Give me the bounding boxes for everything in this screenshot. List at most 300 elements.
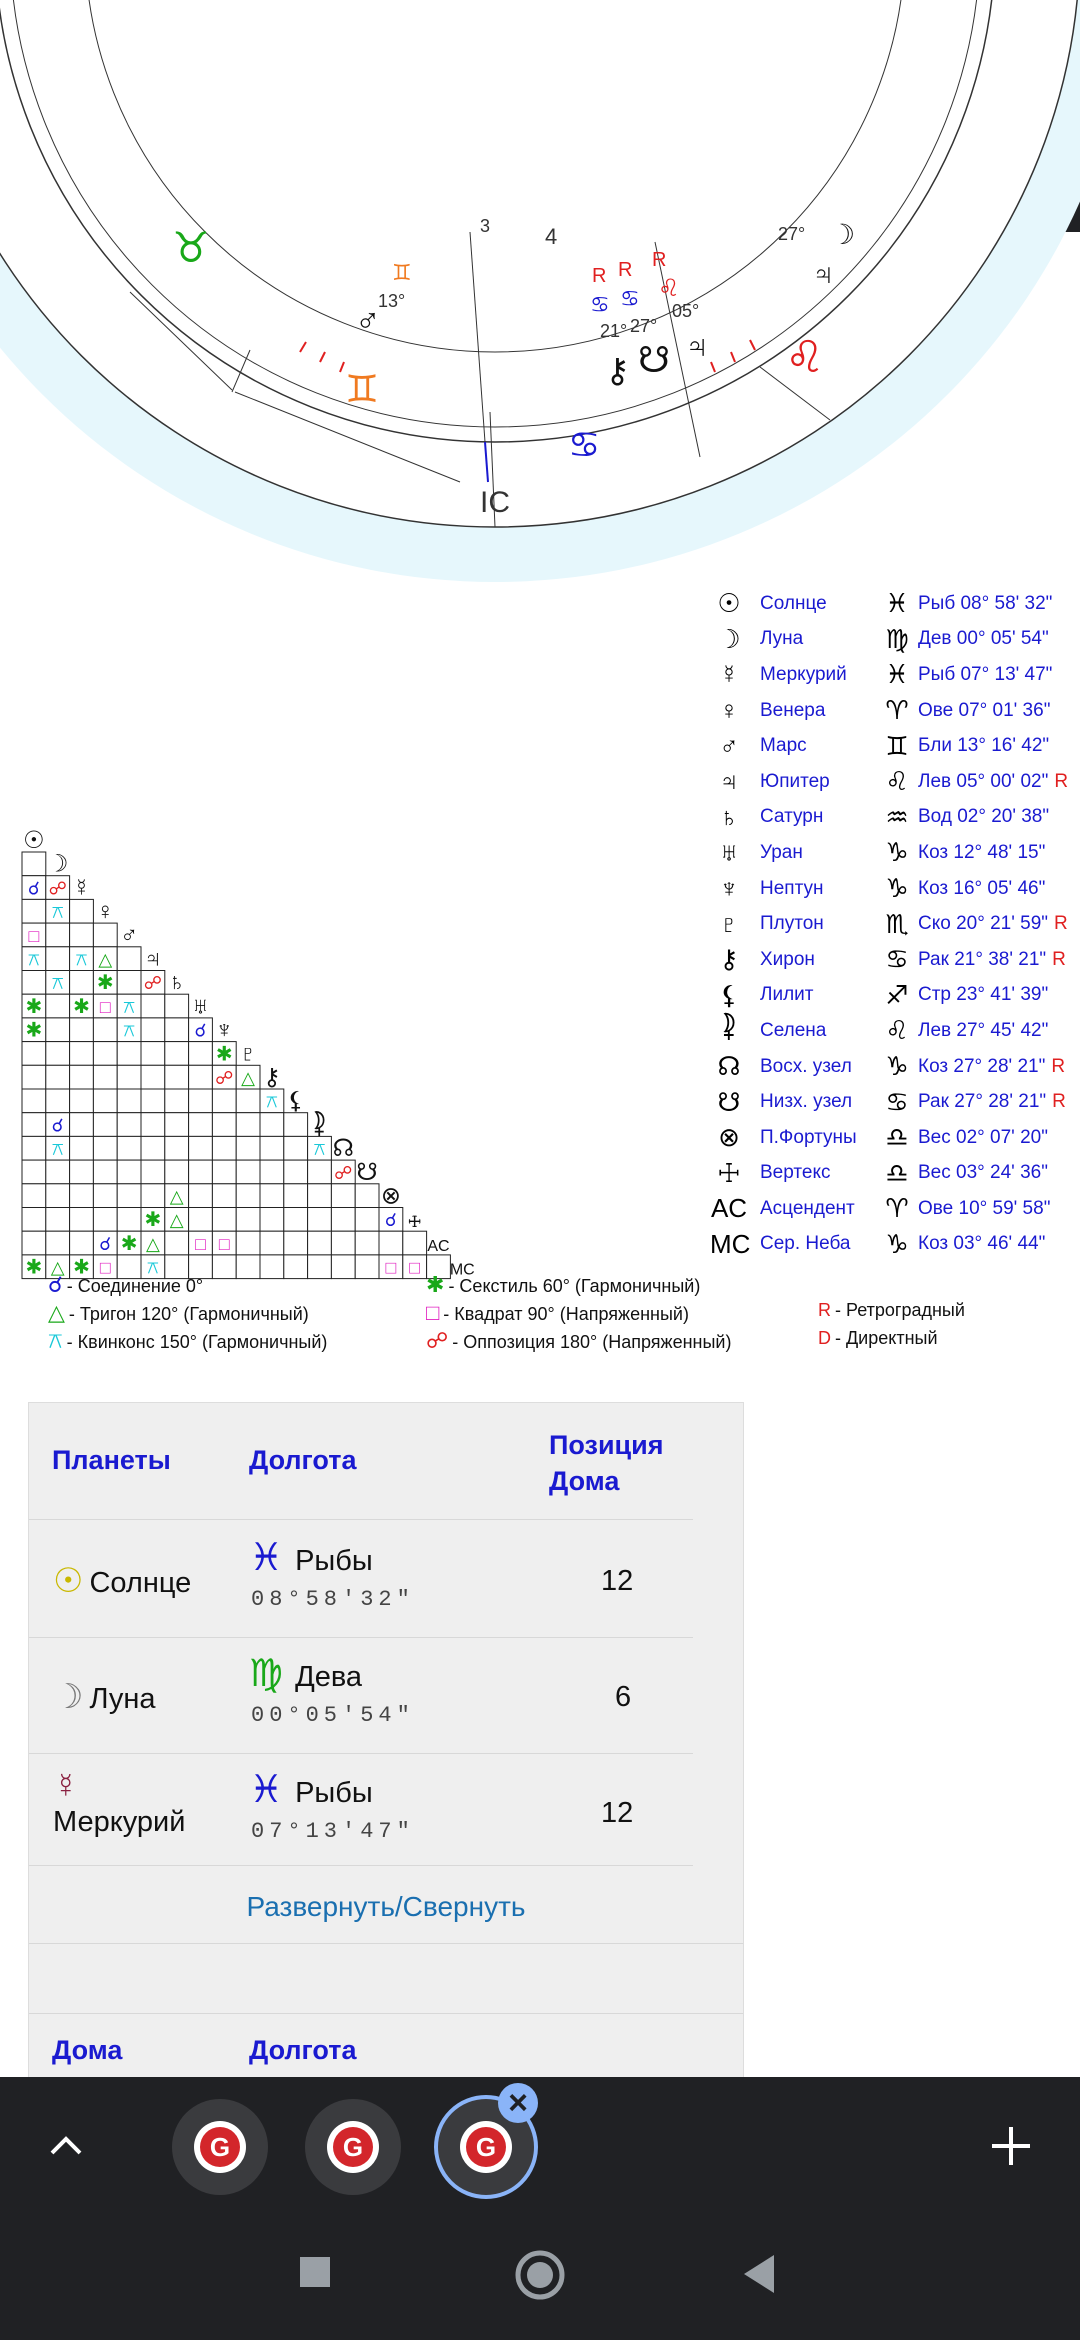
aspect-mark: ✱	[120, 1232, 138, 1255]
tab-favicon-1[interactable]	[172, 2099, 268, 2195]
sign-name: Рыбы	[295, 1545, 373, 1577]
aspect-cell	[379, 1231, 403, 1255]
aspect-cell	[141, 1042, 165, 1066]
planet-name: Нептун	[760, 877, 824, 899]
wheel-house-3: 3	[480, 216, 491, 236]
zodiac-sign-icon: ♑	[885, 1051, 909, 1082]
aspect-cell	[212, 1184, 236, 1208]
planet-glyph-icon: ☉	[53, 1562, 84, 1600]
longitude-value: 00°05'54"	[251, 1703, 415, 1728]
aspect-mark: □	[218, 1233, 230, 1254]
planet-glyph-icon: ☉	[717, 588, 741, 619]
table-row	[29, 1521, 743, 1637]
aspect-cell	[284, 1136, 308, 1160]
aspect-mark: ⚻	[75, 949, 88, 970]
aspect-cell	[117, 1089, 141, 1113]
aspect-header-symbol: AC	[427, 1237, 450, 1255]
aspect-header-symbol: MC	[449, 1261, 475, 1279]
aspect-header-symbol: ♅	[191, 992, 210, 1020]
aspect-mark: △	[98, 949, 113, 970]
aspect-mark: ✱	[144, 1209, 162, 1232]
new-tab-icon[interactable]	[990, 2125, 1032, 2167]
col-header-planets: Планеты	[52, 1445, 171, 1475]
aspect-header-symbol: ♇	[239, 1040, 258, 1068]
planet-name: Восх. узел	[760, 1055, 852, 1077]
retrograde-flag: R	[1051, 1055, 1066, 1077]
aspect-mark: □	[28, 925, 40, 946]
back-nav-icon[interactable]	[740, 2253, 780, 2295]
aspect-cell	[46, 1065, 70, 1089]
legend-opposition: ☍ - Оппозиция 180° (Напряженный)	[426, 1328, 732, 1353]
aspect-cell	[70, 1160, 94, 1184]
aspect-cell	[141, 1136, 165, 1160]
cancer-small-2-icon: ♋	[620, 286, 640, 311]
planet-list-row	[710, 800, 1080, 836]
aspect-cell	[165, 1089, 189, 1113]
house-value: 12	[601, 1565, 634, 1597]
planet-list-row	[710, 1156, 1080, 1192]
aspect-mark: ⚻	[51, 1139, 64, 1160]
planet-glyph-icon: ☿	[53, 1767, 79, 1805]
planet-position: Ове 07° 01' 36"	[918, 699, 1051, 721]
aspect-cell	[117, 1113, 141, 1137]
aspect-cell	[117, 1184, 141, 1208]
aspect-cell	[308, 1208, 332, 1232]
aspect-cell	[117, 1208, 141, 1232]
aspect-cell	[212, 1136, 236, 1160]
aspect-cell	[46, 1018, 70, 1042]
wheel-deg-21: 21°	[600, 321, 628, 341]
aspect-cell	[117, 1160, 141, 1184]
aspect-cell	[189, 1113, 213, 1137]
aspect-mark: ✱	[25, 995, 43, 1018]
aspect-cell	[212, 1208, 236, 1232]
planet-glyph-icon: ☿	[719, 659, 739, 690]
aspect-cell	[93, 1042, 117, 1066]
planet-list-row	[710, 1120, 1080, 1156]
aspect-cell	[331, 1208, 355, 1232]
aspect-cell	[46, 1184, 70, 1208]
aspect-mark: ✱	[96, 972, 114, 995]
aspect-cell	[22, 1184, 46, 1208]
planet-position: Ско 20° 21' 59"	[918, 913, 1049, 935]
planet-name: Уран	[760, 841, 803, 863]
aspect-cell	[70, 1136, 94, 1160]
aspect-cell	[236, 1089, 260, 1113]
planet-cell	[53, 1677, 156, 1717]
planet-position: Ове 10° 59' 58"	[918, 1197, 1051, 1219]
cancer-icon: ♋	[568, 424, 601, 465]
aspect-cell	[22, 1113, 46, 1137]
legend-conjunction: ☌ - Соединение 0°	[48, 1272, 204, 1297]
aspect-cell	[70, 1018, 94, 1042]
aspect-mark: ⚻	[27, 949, 40, 970]
zodiac-sign-icon: ♓	[249, 1537, 284, 1579]
aspect-header-symbol: ♄	[167, 969, 186, 997]
planet-name: Солнце	[760, 592, 827, 614]
aspect-cell	[46, 1160, 70, 1184]
aspect-cell	[93, 1089, 117, 1113]
aspect-mark: ⚻	[313, 1139, 326, 1160]
aspect-cell	[70, 1113, 94, 1137]
mars-icon: ♂	[355, 302, 381, 340]
aspect-cell	[141, 1184, 165, 1208]
aspect-cell	[212, 1160, 236, 1184]
aspect-cell	[236, 1184, 260, 1208]
planet-name: Сер. Неба	[760, 1233, 851, 1255]
aspect-cell	[189, 1160, 213, 1184]
aspect-cell	[141, 1113, 165, 1137]
aspect-cell	[236, 1231, 260, 1255]
aspect-header-symbol: ☉	[23, 827, 45, 854]
legend-quincunx: ⚻ - Квинконс 150° (Гармоничный)	[48, 1328, 328, 1353]
wheel-deg-05: 05°	[672, 301, 700, 321]
aspect-cell	[70, 1208, 94, 1232]
aspect-mark: ⚻	[265, 1091, 278, 1112]
planet-position: Вес 03° 24' 36"	[918, 1162, 1048, 1184]
wheel-deg-27: 27°	[778, 224, 806, 244]
recent-apps-icon[interactable]	[298, 2255, 332, 2289]
planet-list-row	[710, 906, 1080, 942]
planet-position: Рак 21° 38' 21"	[918, 948, 1047, 970]
geocult-logo-icon: G	[327, 2121, 379, 2173]
aspect-mark: ☌	[51, 1115, 64, 1136]
aspect-cell	[355, 1208, 379, 1232]
aspect-cell	[22, 1042, 46, 1066]
sign-name: Дева	[295, 1661, 363, 1693]
aspect-cell	[260, 1184, 284, 1208]
wheel-retro-3: R	[652, 249, 667, 271]
aspect-cell	[355, 1184, 379, 1208]
aspect-cell	[70, 1089, 94, 1113]
aspect-cell	[93, 1184, 117, 1208]
sign-name: Рыбы	[295, 1777, 373, 1809]
aspect-mark: ☌	[27, 878, 40, 899]
zodiac-sign-icon: ♎	[885, 1157, 909, 1188]
planet-position: Лев 27° 45' 42"	[918, 1019, 1049, 1041]
page-content	[0, 216, 1080, 2077]
aspect-cell	[236, 1113, 260, 1137]
planet-glyph-icon: ♀	[719, 695, 739, 726]
close-tab-icon[interactable]: ×	[498, 2083, 538, 2123]
aspect-cell	[70, 1042, 94, 1066]
aspect-cell	[93, 1160, 117, 1184]
planet-name: Марс	[760, 735, 807, 757]
planet-position: Вод 02° 20' 38"	[918, 806, 1050, 828]
aspect-mark: ⚻	[146, 1257, 159, 1278]
zodiac-sign-icon: ♋	[885, 944, 909, 975]
aspect-cell	[46, 1042, 70, 1066]
aspect-cell	[70, 971, 94, 995]
aspect-header-symbol: 🜊	[408, 1214, 422, 1232]
aspect-mark: △	[145, 1233, 160, 1254]
aspect-cell	[46, 923, 70, 947]
aspect-cell	[284, 1231, 308, 1255]
aspect-cell	[189, 1136, 213, 1160]
zodiac-sign-icon: ♍	[249, 1653, 284, 1695]
aspect-cell	[189, 1184, 213, 1208]
planet-glyph-icon: ☽	[717, 623, 741, 654]
planet-name: Меркурий	[53, 1806, 186, 1838]
aspect-mark: ☍	[215, 1068, 234, 1088]
planet-glyph-icon: ♃	[719, 766, 739, 797]
planet-glyph-icon: ♇	[719, 908, 739, 939]
planet-cell	[53, 1767, 185, 1839]
aspect-cell	[70, 1184, 94, 1208]
aspect-cell	[165, 1231, 189, 1255]
planet-glyph-icon: MC	[710, 1228, 751, 1259]
aspect-mark: ✱	[73, 1256, 90, 1279]
planet-name: Плутон	[760, 913, 824, 935]
aspect-cell	[403, 1231, 427, 1255]
aspect-mark: □	[195, 1233, 206, 1254]
aspect-mark: □	[385, 1257, 397, 1278]
planet-name: Вертекс	[760, 1162, 831, 1184]
tab-favicon-2[interactable]	[305, 2099, 401, 2195]
aspect-cell	[212, 1089, 236, 1113]
zodiac-sign-icon: ♈	[885, 695, 909, 726]
table-row	[29, 1637, 743, 1753]
planet-position: Стр 23° 41' 39"	[918, 984, 1049, 1006]
tab-strip	[0, 2077, 1080, 2213]
house-value: 12	[601, 1797, 634, 1829]
aspect-cell	[22, 1065, 46, 1089]
planet-name: Луна	[89, 1683, 156, 1715]
divider	[29, 1943, 743, 1944]
aspect-cell	[93, 923, 117, 947]
aspect-cell	[22, 1136, 46, 1160]
aspect-mark: △	[241, 1068, 256, 1088]
zodiac-sign-icon: ♌	[885, 766, 909, 797]
aspect-header-symbol: ⯝	[312, 1111, 327, 1139]
zodiac-sign-icon: ♒	[885, 801, 909, 832]
planet-table-card	[28, 1402, 744, 2104]
aspect-cell	[284, 1160, 308, 1184]
aspect-cell	[260, 1160, 284, 1184]
aspect-header-symbol: ♂	[120, 921, 139, 949]
planet-list-row	[710, 1227, 1080, 1263]
zodiac-sign-icon: ♌	[885, 1015, 909, 1046]
natal-chart-wheel	[0, 216, 1080, 552]
planet-name: Меркурий	[760, 663, 847, 685]
col-header-houses: Дома	[52, 2035, 123, 2065]
planet-name: Лилит	[760, 984, 814, 1006]
zodiac-sign-icon: ♓	[249, 1769, 284, 1811]
aspect-header-symbol: ♆	[215, 1016, 234, 1044]
aspect-cell	[93, 1208, 117, 1232]
aspect-cell	[22, 1231, 46, 1255]
aspect-cell	[46, 1208, 70, 1232]
zodiac-sign-icon: ♎	[885, 1122, 909, 1153]
planet-name: Солнце	[89, 1567, 192, 1599]
expand-collapse-link[interactable]: Развернуть/Свернуть	[246, 1891, 526, 1922]
aspect-cell	[70, 899, 94, 923]
divider	[29, 1865, 693, 1866]
planet-position: Вес 02° 07' 20"	[918, 1126, 1048, 1148]
planet-position: Коз 16° 05' 46"	[918, 877, 1046, 899]
sign-cell	[249, 1535, 373, 1580]
planet-position: Коз 03° 46' 44"	[918, 1233, 1046, 1255]
planet-list-row	[710, 1049, 1080, 1085]
aspect-header-symbol: ☽	[46, 850, 69, 878]
aspect-cell	[260, 1136, 284, 1160]
aspect-cell	[260, 1208, 284, 1232]
aspect-cell	[46, 947, 70, 971]
planet-name: Хирон	[760, 948, 815, 970]
planet-name: Низх. узел	[760, 1091, 853, 1113]
aspect-cell	[70, 1065, 94, 1089]
aspect-cell	[22, 971, 46, 995]
zodiac-sign-icon: ♈	[885, 1193, 909, 1224]
planet-glyph-icon: ♅	[719, 837, 739, 868]
aspect-mark: □	[409, 1257, 421, 1278]
aspect-cell	[308, 1231, 332, 1255]
planet-glyph-icon: ☋	[717, 1086, 741, 1117]
aspect-cell	[22, 852, 46, 876]
legend-trine: △ - Тригон 120° (Гармоничный)	[48, 1300, 309, 1325]
aspect-header-symbol: ⚷	[263, 1064, 281, 1091]
aspect-mark: ☍	[48, 878, 67, 899]
aspect-mark: ☍	[334, 1162, 353, 1183]
planet-list-row	[710, 622, 1080, 658]
aspect-cell	[46, 994, 70, 1018]
aspect-cell	[165, 1042, 189, 1066]
aspect-cell	[141, 1018, 165, 1042]
aspect-header-symbol: ⊗	[380, 1182, 401, 1210]
aspect-cell	[260, 1231, 284, 1255]
aspect-cell	[284, 1113, 308, 1137]
jupiter-icon: ♃	[685, 328, 709, 364]
planet-list-row	[710, 978, 1080, 1014]
wheel-deg-27b: 27°	[630, 316, 658, 336]
aspect-mark: ⚻	[51, 973, 64, 994]
planet-position: Лев 05° 00' 02"	[918, 770, 1049, 792]
planet-glyph-icon: ☊	[717, 1051, 741, 1082]
planet-name: Сатурн	[760, 806, 824, 828]
planet-list-row	[710, 1013, 1080, 1049]
aspect-cell	[141, 1160, 165, 1184]
wheel-retro-1: R	[592, 265, 607, 287]
longitude-value: 07°13'47"	[251, 1819, 415, 1844]
zodiac-sign-icon: ♍	[885, 623, 909, 654]
aspect-cell	[165, 1018, 189, 1042]
planet-list-row	[710, 693, 1080, 729]
aspect-cell	[117, 1065, 141, 1089]
aspect-cell	[93, 1065, 117, 1089]
aspect-mark: ☌	[384, 1210, 397, 1231]
aspect-mark: ✱	[73, 995, 90, 1018]
aspect-cell	[236, 1208, 260, 1232]
aspect-cell	[46, 1089, 70, 1113]
moon-icon: ☽	[830, 219, 856, 250]
aspect-mark: △	[50, 1257, 65, 1278]
planet-glyph-icon: AC	[710, 1193, 748, 1224]
aspect-cell	[141, 994, 165, 1018]
system-navigation-bar	[0, 2213, 1080, 2340]
aspect-cell	[70, 923, 94, 947]
planet-name: Луна	[760, 628, 804, 650]
aspect-mark: ⚻	[123, 1020, 136, 1041]
home-nav-icon[interactable]	[514, 2249, 566, 2301]
zodiac-sign-icon: ♐	[885, 979, 909, 1010]
planet-position: Рыб 07° 13' 47"	[918, 663, 1053, 685]
planet-glyph-icon: ⯝	[721, 1011, 737, 1042]
divider	[29, 1519, 693, 1520]
aspect-cell	[165, 994, 189, 1018]
wheel-house-4: 4	[545, 224, 558, 249]
aspect-cell	[141, 1065, 165, 1089]
aspect-cell	[117, 947, 141, 971]
leo-small-icon: ♌	[658, 275, 680, 302]
aspect-header-symbol: ☊	[332, 1135, 354, 1163]
planet-list-row	[710, 728, 1080, 764]
aspect-cell	[236, 1160, 260, 1184]
legend-square: □ - Квадрат 90° (Напряженный)	[426, 1300, 689, 1325]
retrograde-flag: R	[1052, 1091, 1066, 1113]
aspect-cell	[165, 1160, 189, 1184]
planet-name: Юпитер	[760, 770, 830, 792]
planet-position-list	[710, 586, 1080, 1262]
gemini-icon: ♊	[345, 369, 380, 411]
aspect-cell	[117, 971, 141, 995]
planet-glyph-icon: ♆	[719, 873, 739, 904]
aspect-cell	[22, 1208, 46, 1232]
planet-position: Дев 00° 05' 54"	[918, 628, 1049, 650]
zodiac-sign-icon: ♑	[885, 873, 909, 904]
wheel-ic-label: IC	[480, 486, 510, 519]
zodiac-sign-icon: ♑	[885, 1228, 909, 1259]
planet-list-row	[710, 1084, 1080, 1120]
jupiter-2-icon: ♃	[812, 258, 835, 291]
aspect-cell	[22, 1089, 46, 1113]
aspect-cell	[189, 1089, 213, 1113]
aspect-header-symbol: ☿	[72, 874, 91, 902]
aspect-cell	[260, 1113, 284, 1137]
planet-list-row	[710, 871, 1080, 907]
planet-glyph-icon: ☩	[717, 1157, 741, 1188]
retrograde-flag: R	[1054, 770, 1069, 792]
col-header-house: Позиция Дома	[549, 1430, 664, 1496]
aspect-cell	[189, 1042, 213, 1066]
taurus-icon: ♉	[172, 224, 210, 271]
aspect-header-symbol: ♃	[143, 945, 162, 973]
aspect-cell	[284, 1208, 308, 1232]
table-row	[29, 1753, 743, 1869]
planet-position: Рак 27° 28' 21"	[918, 1091, 1047, 1113]
aspect-cell	[165, 1113, 189, 1137]
aspect-cell	[165, 1065, 189, 1089]
aspect-header-symbol: ⚸	[286, 1087, 305, 1115]
aspect-cell	[189, 1065, 213, 1089]
aspect-mark: ☍	[143, 973, 163, 994]
aspect-cell	[93, 1018, 117, 1042]
geocult-logo-icon: G	[460, 2121, 512, 2173]
aspect-cell	[308, 1160, 332, 1184]
aspect-mark: ⚻	[51, 902, 64, 923]
longitude-value: 08°58'32"	[251, 1587, 415, 1612]
chevron-up-icon[interactable]	[46, 2125, 86, 2165]
aspect-mark: ✱	[215, 1043, 233, 1066]
planet-list-row	[710, 942, 1080, 978]
zodiac-sign-icon: ♋	[885, 1086, 909, 1117]
aspect-header-symbol: ☋	[356, 1158, 378, 1186]
gemini-small-icon: ♊	[392, 260, 412, 285]
aspect-mark: ✱	[25, 1019, 43, 1042]
wheel-retro-2: R	[618, 259, 633, 281]
planet-list-row	[710, 1191, 1080, 1227]
planet-name: Асцендент	[760, 1197, 855, 1219]
planet-glyph-icon: ♄	[719, 801, 739, 832]
